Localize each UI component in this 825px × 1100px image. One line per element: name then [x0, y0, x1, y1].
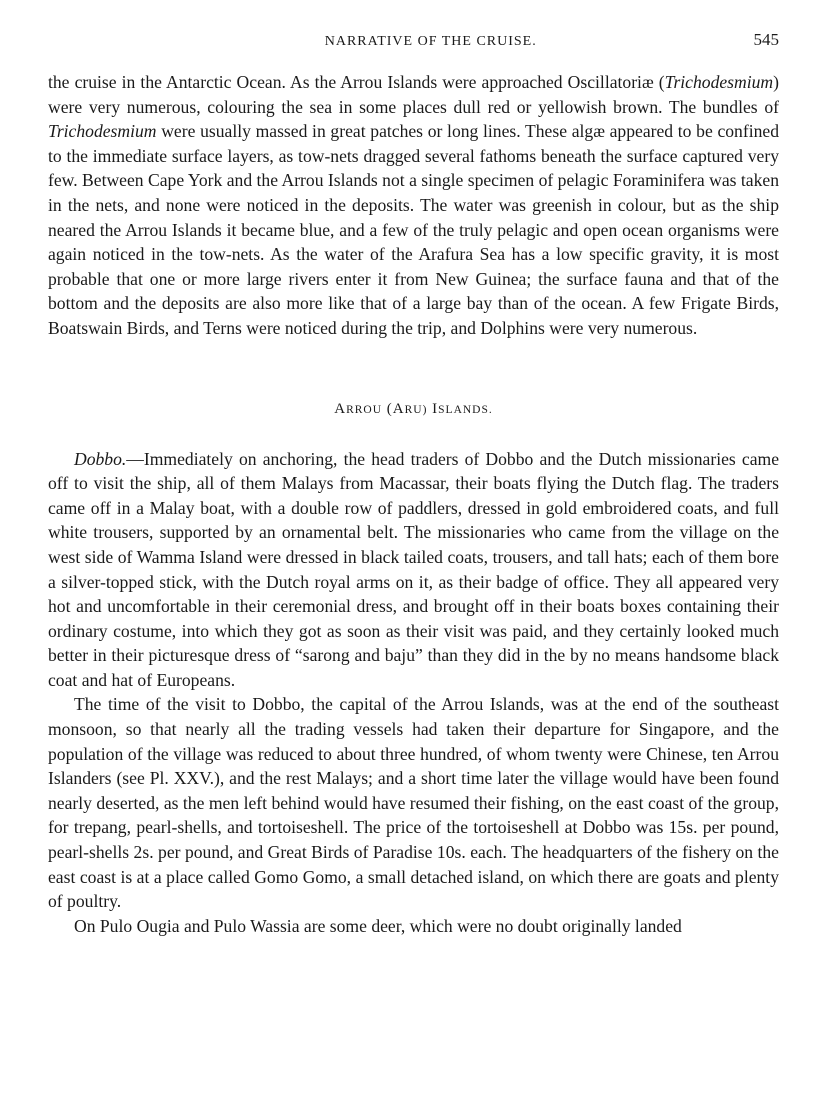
page [48, 30, 779, 938]
heading-a-rest: RROU [346, 403, 383, 416]
heading-b-open: (A [386, 400, 405, 417]
heading-c-rest: SLANDS. [438, 403, 493, 416]
para4-text: On Pulo Ougia and Pulo Wassia are some deer, which were no doubt originally landed [74, 915, 682, 936]
section-heading [48, 395, 779, 423]
para1-text-3: were usually massed in great patches or long lines. These algæ appeared to be confined to the immediate surface layers, as tow-nets dragged several fathoms beneath the surface captured very few. Between Cape York and the Arrou Islands not a single specimen of pelagic Foraminifera was taken in the nets, and none were noticed in the deposits. The water was greenish in colour, but as the ship neared the Arrou Islands it became blue, and a few of the truly pelagic and open ocean organisms were again noticed in the tow-nets. As the water of the Arafura Sea has a low specific gravity, it is most probable that one or more large rivers enter it from New Guinea; the surface fauna and that of the bottom and the deposits are also more like that of a large bay than of the ocean. A few Frigate Birds, Boatswain Birds, and Terns were noticed during the trip, and Dolphins were very numerous. [48, 121, 779, 338]
paragraph-dobbo [48, 447, 779, 693]
para2-text: —Immediately on anchoring, the head traders of Dobbo and the Dutch missionaries came off to visit the ship, all of them Malays from Macassar, their boats flying the Dutch flag. The traders came off in a Malay boat, with a double row of paddlers, dressed in gold embroidered coats, and full white trousers, supported by an ornamental belt. The missionaries who came from the village on the west side of Wamma Island were dressed in black tailed coats, trousers, and tall hats; each of them bore a silver-topped stick, with the Dutch royal arms on it, as their badge of office. They all appeared very hot and uncomfortable in their ceremonial dress, and brought off in their boats boxes containing their ordinary costume, into which they got as soon as their visit was paid, and they certainly looked much better in their picturesque dress of “sarong and baju” than they did in the by no means handsome black coat and hat of Europeans. [48, 448, 779, 690]
para1-italic-1: Trichodesmium [664, 72, 774, 92]
para3-text: The time of the visit to Dobbo, the capital of the Arrou Islands, was at the end of the southeast monsoon, so that nearly all the trading vessels had taken their departure for Singapore, and the population of the village was reduced to about three hundred, of whom twenty were Chinese, ten Arrou Islanders (see Pl. XXV.), and the rest Malays; and a short time later the village would have been found nearly deserted, as the men left behind would have resumed their fishing, on the east coast of the group, for trepang, pearl-shells, and tortoiseshell. The price of the tortoiseshell at Dobbo was 15s. per pound, pearl-shells 2s. per pound, and Great Birds of Paradise 10s. each. The headquarters of the fishery on the east coast is at a place called Gomo Gomo, a small detached island, on which there are goats and plenty of poultry. [48, 694, 779, 912]
heading-b-rest: RU) [404, 403, 428, 416]
para1-text-2: ) were very numerous, colouring the sea in some places dull red or yellowish brown. The bundles of [48, 72, 779, 117]
para1-text-1: the cruise in the Antarctic Ocean. As the Arrou Islands were approached Oscillatoriæ ( [48, 72, 665, 92]
paragraph-arafura-sea [48, 70, 779, 341]
running-header [48, 30, 779, 70]
heading-c-cap: I [432, 400, 439, 417]
para1-italic-2: Trichodesmium [48, 121, 157, 142]
paragraph-visit-time [48, 692, 779, 913]
page-number: 545 [753, 30, 779, 49]
paragraph-pulo-ougia [48, 914, 779, 939]
heading-a-cap: A [334, 400, 347, 417]
dobbo-lead: Dobbo. [74, 448, 127, 469]
running-title: NARRATIVE OF THE CRUISE. [324, 34, 537, 49]
